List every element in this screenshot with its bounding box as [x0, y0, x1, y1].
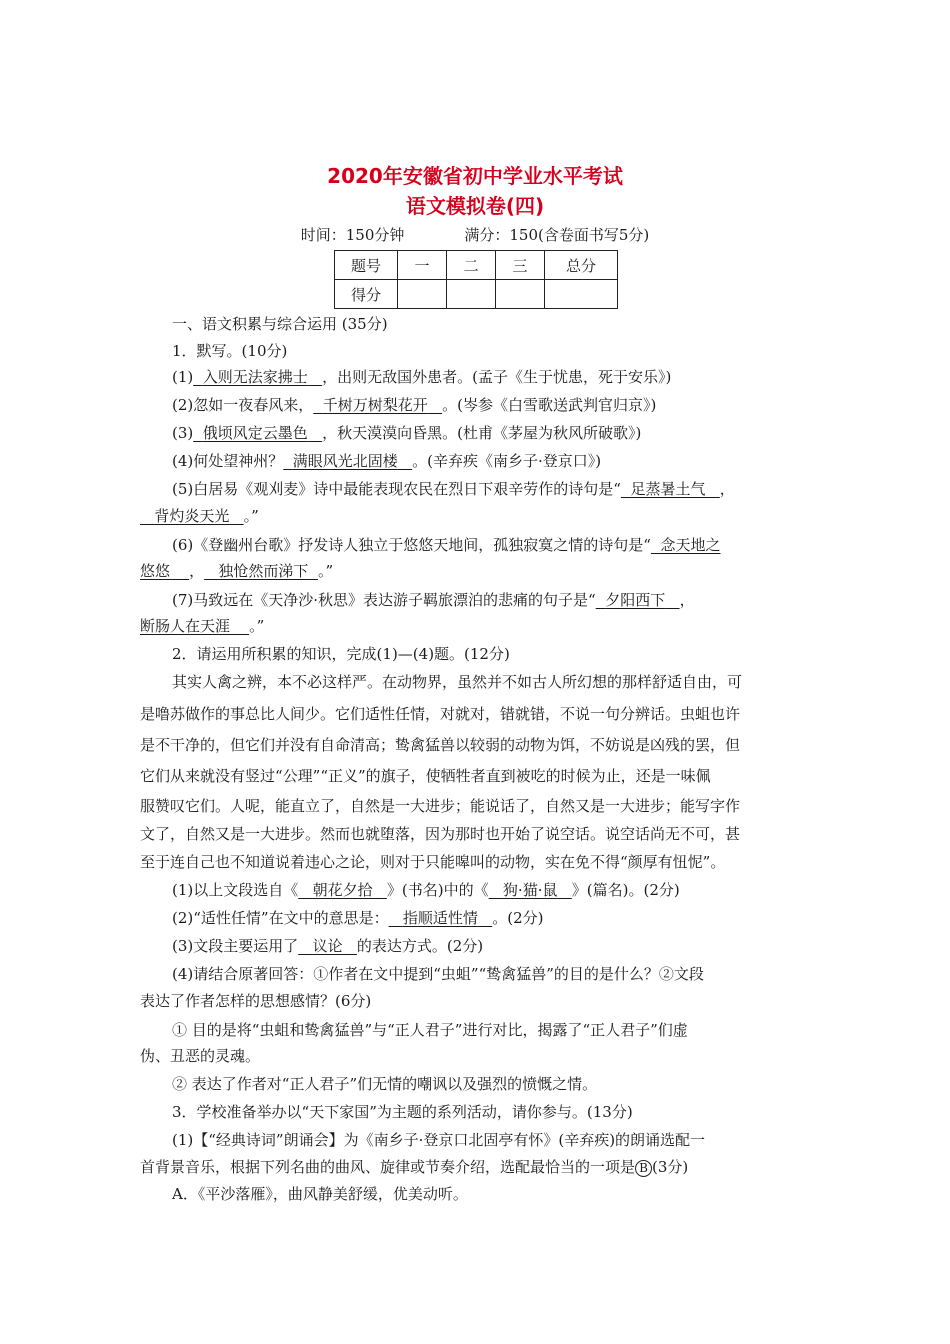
item-prefix: (5)白居易《观刈麦》诗中最能表现农民在烈日下艰辛劳作的诗句是“ [172, 480, 621, 498]
score-table-header-row [335, 251, 618, 280]
score-cell: 总分 [545, 251, 618, 280]
answer-value: 入则无法家拂士 [202, 368, 308, 386]
answer-text [596, 591, 680, 609]
answer-text [651, 536, 721, 554]
item-prefix: (3) [172, 424, 194, 442]
q2-answer-1: ① 目的是将“虫蛆和鸷禽猛兽”与“正人君子”进行对比，揭露了“正人君子”们虚 [172, 1021, 688, 1039]
answer-value: 狗·猫·鼠 [502, 881, 558, 899]
item-suffix: 》(篇名)。(2分) [571, 881, 680, 899]
answer-value: 夕阳西下 [605, 591, 666, 609]
item-separator: ， [719, 480, 735, 498]
answer-text [298, 881, 387, 899]
score-cell: 一 [398, 251, 447, 280]
q2-sub-2 [172, 907, 543, 929]
answer-value: 足蒸暑土气 [630, 480, 706, 498]
answer-value: 念天地之 [660, 536, 721, 554]
passage-line: 服赞叹它们。人呢，能直立了，自然是一大进步；能说话了，自然又是一大进步；能写字作 [140, 797, 741, 815]
score-blank-cell [496, 280, 545, 309]
selected-answer: B [635, 1160, 652, 1177]
item-suffix: 。(2分) [492, 909, 544, 927]
item-prefix: (2)“适性任情”在文中的意思是： [172, 909, 389, 927]
answer-text [313, 396, 442, 414]
q2-sub-1 [172, 879, 680, 901]
score-table [334, 250, 618, 309]
q1-item-3 [172, 422, 641, 444]
q1-item-1 [172, 366, 671, 388]
item-separator: ， [189, 562, 205, 580]
q1-item-6 [172, 534, 720, 556]
item-prefix: (2)忽如一夜春风来， [172, 396, 314, 414]
item-suffix: 。” [249, 617, 265, 635]
q2-answer-1-cont: 伪、丑恶的灵魂。 [140, 1047, 261, 1065]
answer-text [140, 507, 244, 525]
q1-item-5-cont [140, 505, 259, 527]
answer-text [204, 562, 318, 580]
answer-text [193, 368, 322, 386]
answer-text [298, 937, 357, 955]
q2-sub-3 [172, 935, 483, 957]
answer-value: 千树万树梨花开 [322, 396, 428, 414]
q1-item-5 [172, 478, 735, 500]
q1-stem: 1．默写。(10分) [172, 342, 288, 360]
answer-value: 朝花夕拾 [312, 881, 373, 899]
passage-line: 其实人禽之辨，本不必这样严。在动物界，虽然并不如古人所幻想的那样舒适自由，可 [172, 673, 743, 691]
exam-subtitle: 语文模拟卷(四) [405, 194, 545, 218]
score-cell: 题号 [335, 251, 398, 280]
item-prefix: 首背景音乐，根据下列名曲的曲风、旋律或节奏介绍，选配最恰当的一项是 [140, 1158, 636, 1176]
q2-stem: 2．请运用所积累的知识，完成(1)—(4)题。(12分) [172, 645, 510, 663]
q2-answer-2: ② 表达了作者对“正人君子”们无情的嘲讽以及强烈的愤慨之情。 [172, 1075, 598, 1093]
passage-line: 文了，自然又是一大进步。然而也就堕落，因为那时也开始了说空话。说空话尚无不可，甚 [140, 825, 741, 843]
answer-value: 背灼炎天光 [154, 507, 230, 525]
item-suffix: 。” [243, 507, 259, 525]
item-prefix: (1) [172, 368, 194, 386]
item-suffix: ，秋天漠漠向昏黑。(杜甫《茅屋为秋风所破歌》) [322, 424, 642, 442]
score-blank-cell [398, 280, 447, 309]
q3-sub-1-cont [140, 1156, 688, 1178]
q3-sub-1: (1)【“经典诗词”朗诵会】为《南乡子·登京口北固亭有怀》(辛弃疾)的朗诵选配一 [172, 1131, 706, 1149]
q1-item-4 [172, 450, 601, 472]
item-suffix: (3分) [652, 1158, 689, 1176]
answer-value: 断肠人在天涯 [140, 617, 231, 635]
item-separator: ， [679, 591, 695, 609]
item-prefix: (1)以上文段选自《 [172, 881, 299, 899]
answer-text [140, 617, 249, 635]
item-prefix: (4)何处望神州？ [172, 452, 284, 470]
passage-line: 是噜苏做作的事总比人间少。它们适性任情，对就对，错就错，不说一句分辨话。虫蛆也许 [140, 705, 741, 723]
passage-line: 至于连自己也不知道说着违心之论，则对于只能嗥叫的动物，实在免不得“颜厚有忸怩”。 [140, 853, 726, 871]
passage-line: 它们从来就没有竖过“公理”“正义”的旗子，使牺牲者直到被吃的时候为止，还是一味佩 [140, 767, 711, 785]
full-score-label: 满分：150(含卷面书写5分) [464, 226, 650, 244]
answer-text [283, 452, 412, 470]
answer-text [489, 881, 572, 899]
item-suffix: 。” [317, 562, 334, 580]
answer-text [140, 562, 189, 580]
item-suffix: 。(辛弃疾《南乡子·登京口》) [412, 452, 602, 470]
exam-meta [0, 224, 950, 245]
section-heading: 一、语文积累与综合运用 (35分) [172, 315, 388, 333]
exam-title: 2020年安徽省初中学业水平考试 [327, 164, 623, 188]
answer-value: 独怆然而涕下 [218, 562, 309, 580]
score-table-score-row [335, 280, 618, 309]
answer-value: 俄顷风定云墨色 [202, 424, 308, 442]
answer-text [389, 909, 493, 927]
score-cell: 二 [447, 251, 496, 280]
q1-item-7-cont [140, 615, 264, 637]
time-label: 时间：150分钟 [300, 226, 405, 244]
q1-item-2 [172, 394, 656, 416]
item-suffix: ，出则无敌国外患者。(孟子《生于忧患，死于安乐》) [322, 368, 672, 386]
passage-line: 是不干净的，但它们并没有自命清高；鸷禽猛兽以较弱的动物为饵，不妨说是凶残的罢，但 [140, 736, 741, 754]
item-prefix: (6)《登幽州台歌》抒发诗人独立于悠悠天地间，孤独寂寞之情的诗句是“ [172, 536, 651, 554]
score-blank-cell [545, 280, 618, 309]
q1-item-6-cont [140, 560, 333, 582]
q1-item-7 [172, 589, 695, 611]
item-suffix: 。(岑参《白雪歌送武判官归京》) [442, 396, 657, 414]
item-prefix: (7)马致远在《天净沙·秋思》表达游子羁旅漂泊的悲痛的句子是“ [172, 591, 596, 609]
score-cell: 三 [496, 251, 545, 280]
q3-stem: 3．学校准备举办以“天下家国”为主题的系列活动，请你参与。(13分) [172, 1103, 633, 1121]
answer-text [193, 424, 322, 442]
answer-value: 满眼风光北固楼 [292, 452, 398, 470]
answer-text [621, 480, 720, 498]
score-blank-cell [447, 280, 496, 309]
answer-value: 指顺适性情 [402, 909, 478, 927]
q3-option-a: A．《平沙落雁》，曲风静美舒缓，优美动听。 [172, 1185, 468, 1203]
item-prefix: (3)文段主要运用了 [172, 937, 299, 955]
item-separator: 》(书名)中的《 [386, 881, 489, 899]
score-cell: 得分 [335, 280, 398, 309]
answer-value: 悠悠 [140, 562, 171, 580]
q2-sub-4: (4)请结合原著回答：①作者在文中提到“虫蛆”“鸷禽猛兽”的目的是什么？②文段 [172, 965, 704, 983]
item-suffix: 的表达方式。(2分) [356, 937, 484, 955]
answer-value: 议论 [312, 937, 343, 955]
q2-sub-4-cont: 表达了作者怎样的思想感情？(6分) [140, 992, 372, 1010]
